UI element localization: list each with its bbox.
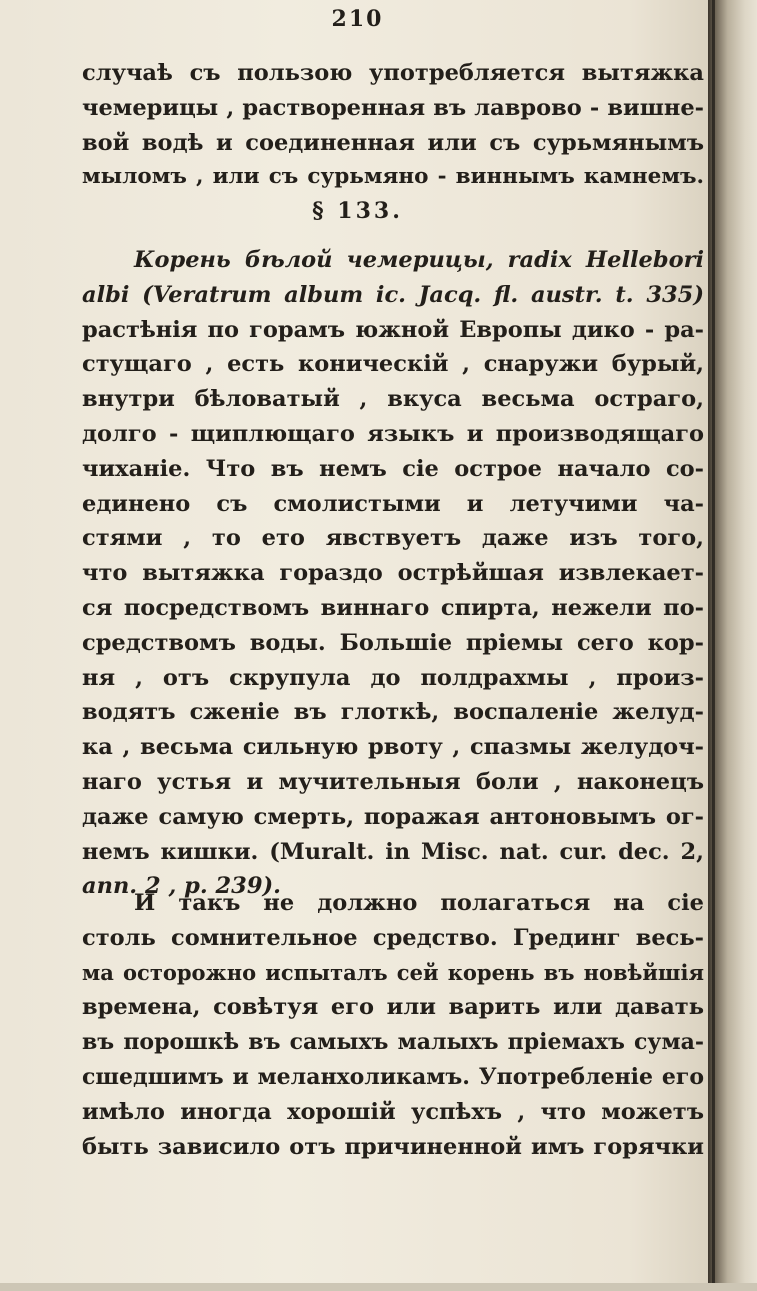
text-line: водятъ сженіе въ глоткѣ, воспаленіе желуд- (82, 699, 704, 726)
text-line: ся посредствомъ виннаго спирта, нежели по- (82, 594, 704, 621)
section-paragraph (82, 243, 704, 904)
scan-bottom-border (0, 1283, 757, 1291)
text-line: albi (Veratrum album ic. Jacq. fl. austr. t. 335) (82, 281, 704, 308)
text-line: долго - щиплющаго языкъ и производящаго (82, 420, 704, 447)
text-line: случаѣ съ пользою употребляется вытяжка (82, 60, 704, 86)
text-line: сшедшимъ и меланхоликамъ. Употребленіе его (82, 1063, 704, 1090)
text-line: времена, совѣтуя его или варить или давать (82, 994, 704, 1021)
page-number: 210 (331, 6, 384, 32)
text-line: Корень бѣлой чемерицы, radix Hellebori (134, 247, 704, 273)
text-line: наго устья и мучительныя боли , наконецъ (82, 768, 704, 795)
text-line: стущаго , есть коническій , снаружи бурый, (82, 351, 704, 378)
text-line: вой водѣ и соединенная или съ сурьмянымъ (82, 129, 704, 156)
text-line: ня , отъ скрупула до полдрахмы , произ- (82, 664, 704, 691)
continuation-paragraph (82, 56, 704, 195)
text-line: ка , весьма сильную рвоту , спазмы желудоч- (82, 734, 704, 761)
text-line: чемерицы , растворенная въ лаврово - вишне- (82, 94, 704, 121)
text-line: мыломъ , или съ сурьмяно - виннымъ камнемъ. (82, 164, 704, 190)
section-heading: § 133. (312, 198, 403, 224)
text-line: столь сомнительное средство. Грединг весь- (82, 924, 704, 951)
text-line: быть зависило отъ причиненной имъ горячки (82, 1133, 704, 1160)
text-line: И такъ не должно полагаться на сіе (134, 890, 704, 916)
text-line: растѣнія по горамъ южной Европы дико - ра- (82, 316, 704, 343)
text-line: ann. 2 , p. 239). (82, 873, 281, 900)
text-line: въ порошкѣ въ самыхъ малыхъ пріемахъ сума- (82, 1029, 704, 1056)
page-edge-shadow (712, 0, 715, 1291)
text-line: ма осторожно испыталъ сей корень въ новѣйшія (82, 959, 704, 985)
text-line: средствомъ воды. Большіе пріемы сего кор- (82, 629, 704, 656)
text-line: что вытяжка гораздо острѣйшая извлекает- (82, 560, 704, 587)
text-line: чиханіе. Что въ немъ сіе острое начало со- (82, 455, 704, 482)
book-gutter (708, 0, 757, 1291)
text-line: немъ кишки. (Muralt. in Misc. nat. cur. dec. 2, (82, 838, 704, 865)
text-line: внутри бѣловатый , вкуса весьма остраго, (82, 386, 704, 413)
text-line: имѣло иногда хорошій успѣхъ , что можетъ (82, 1098, 704, 1125)
text-line: единено съ смолистыми и летучими ча- (82, 490, 704, 517)
final-paragraph (82, 886, 704, 1164)
text-line: стями , то ето явствуетъ даже изъ того, (82, 525, 704, 552)
text-line: даже самую смерть, поражая антоновымъ ог- (82, 803, 704, 830)
